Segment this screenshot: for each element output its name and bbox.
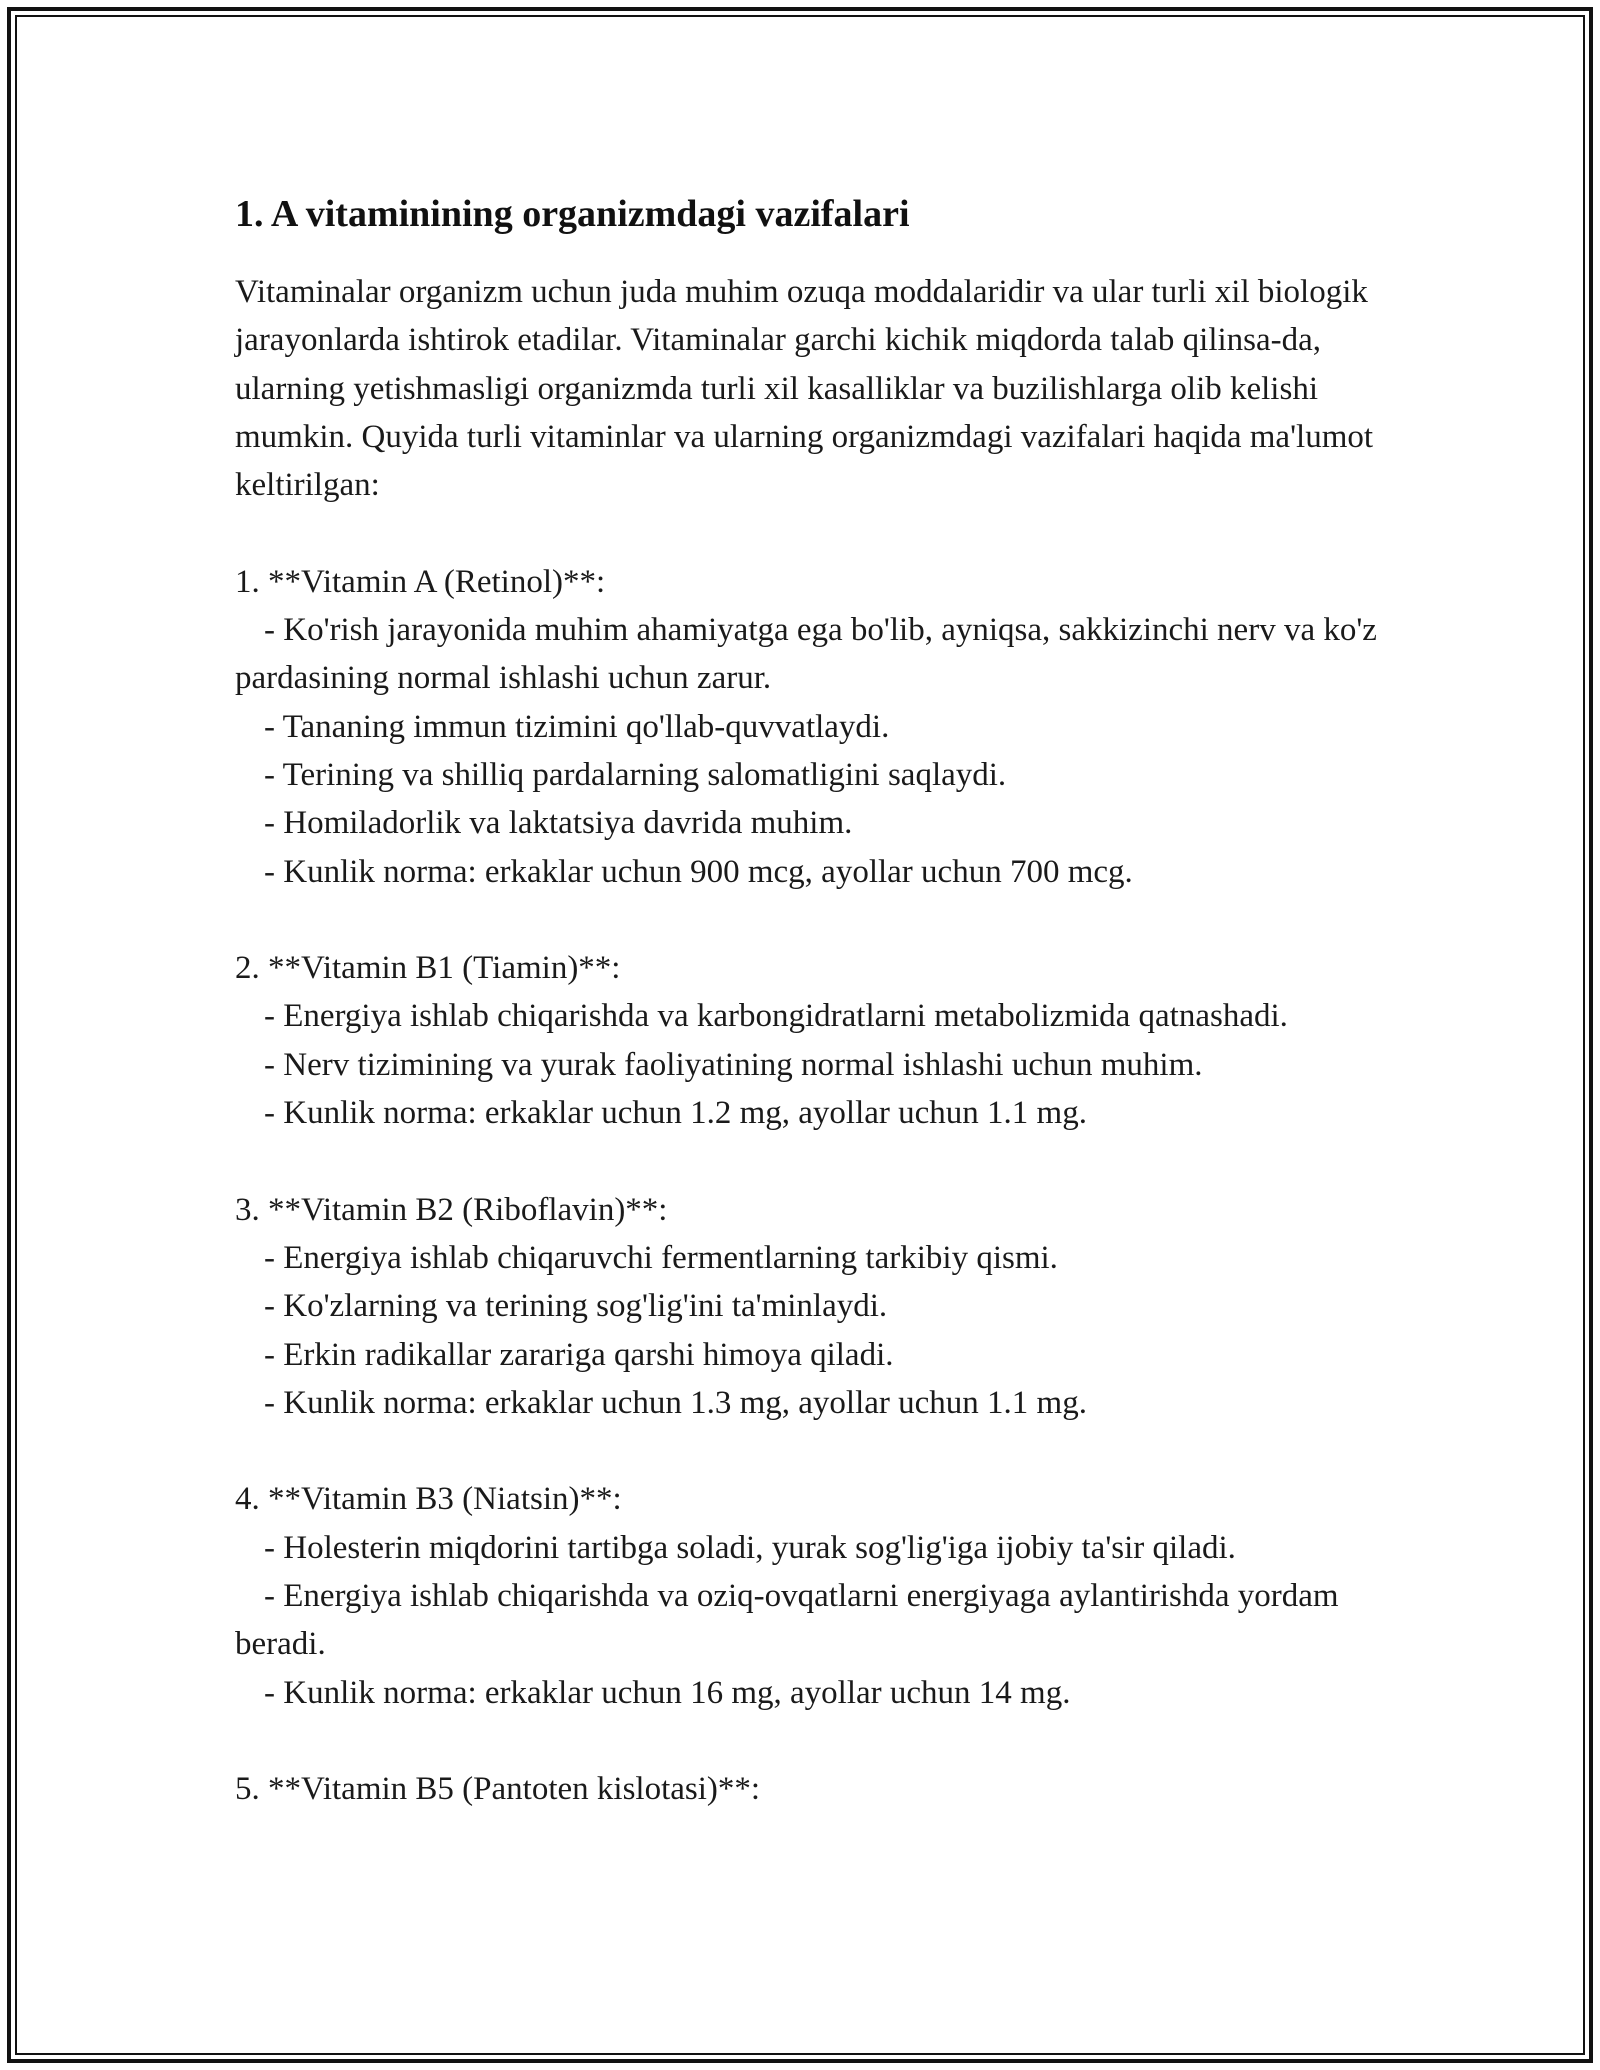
section-bullet: - Ko'rish jarayonida muhim ahamiyatga ega bo'lib, ayniqsa, sakkizinchi nerv va ko'z pardasining normal ishlashi uchun zarur. — [235, 612, 1377, 697]
section-bullet: - Terining va shilliq pardalarning salomatligini saqlaydi. — [264, 756, 1007, 793]
section-title: 3. **Vitamin B2 (Riboflavin)**: — [235, 1191, 668, 1228]
section-title: 2. **Vitamin B1 (Tiamin)**: — [235, 950, 621, 987]
section-bullet: - Homiladorlik va laktatsiya davrida muhim. — [264, 805, 853, 842]
section-title: 1. **Vitamin A (Retinol)**: — [235, 563, 606, 600]
section-bullet: - Erkin radikallar zarariga qarshi himoya qiladi. — [264, 1336, 894, 1373]
section-bullet: - Kunlik norma: erkaklar uchun 1.3 mg, ayollar uchun 1.1 mg. — [264, 1384, 1087, 1421]
section-bullet: - Kunlik norma: erkaklar uchun 16 mg, ayollar uchun 14 mg. — [264, 1674, 1071, 1711]
section-title: 4. **Vitamin B3 (Niatsin)**: — [235, 1481, 622, 1518]
section-bullet: - Kunlik norma: erkaklar uchun 900 mcg, ayollar uchun 700 mcg. — [264, 853, 1133, 890]
vitamin-section-b2 — [235, 1186, 1385, 1427]
section-bullet: - Kunlik norma: erkaklar uchun 1.2 mg, ayollar uchun 1.1 mg. — [264, 1095, 1087, 1132]
document-heading: 1. A vitaminining organizmdagi vazifalari — [235, 193, 910, 235]
vitamin-section-b1 — [235, 944, 1385, 1137]
section-bullet: - Energiya ishlab chiqaruvchi fermentlarning tarkibiy qismi. — [264, 1239, 1058, 1276]
vitamin-section-a — [235, 558, 1385, 896]
section-bullet: - Nerv tizimining va yurak faoliyatining normal ishlashi uchun muhim. — [264, 1046, 1203, 1083]
section-bullet: - Energiya ishlab chiqarishda va karbongidratlarni metabolizmida qatnashadi. — [264, 998, 1288, 1035]
vitamin-section-b3 — [235, 1475, 1385, 1716]
document-body — [235, 186, 1385, 1814]
section-bullet: - Tananing immun tizimini qo'llab-quvvatlaydi. — [264, 708, 890, 745]
section-bullet: - Ko'zlarning va terining sog'lig'ini ta'minlaydi. — [264, 1288, 888, 1325]
section-title: 5. **Vitamin B5 (Pantoten kislotasi)**: — [235, 1771, 761, 1808]
vitamin-section-b5 — [235, 1765, 1385, 1813]
section-bullet: - Energiya ishlab chiqarishda va oziq-ovqatlarni energiyaga aylantirishda yordam beradi. — [235, 1578, 1339, 1663]
intro-paragraph: Vitaminalar organizm uchun juda muhim ozuqa moddalaridir va ular turli xil biologik jarayonlarda ishtirok etadilar. Vitaminalar garchi kichik miqdorda talab qilinsa-da, ularning yetishmasligi organizmda turli xil kasalliklar va buzilishlarga olib kelishi mumkin. Quyida turli vitaminlar va ularning organizmdagi vazifalari haqida ma'lumot keltirilgan: — [235, 274, 1374, 504]
section-bullet: - Holesterin miqdorini tartibga soladi, yurak sog'lig'iga ijobiy ta'sir qiladi. — [264, 1529, 1236, 1566]
